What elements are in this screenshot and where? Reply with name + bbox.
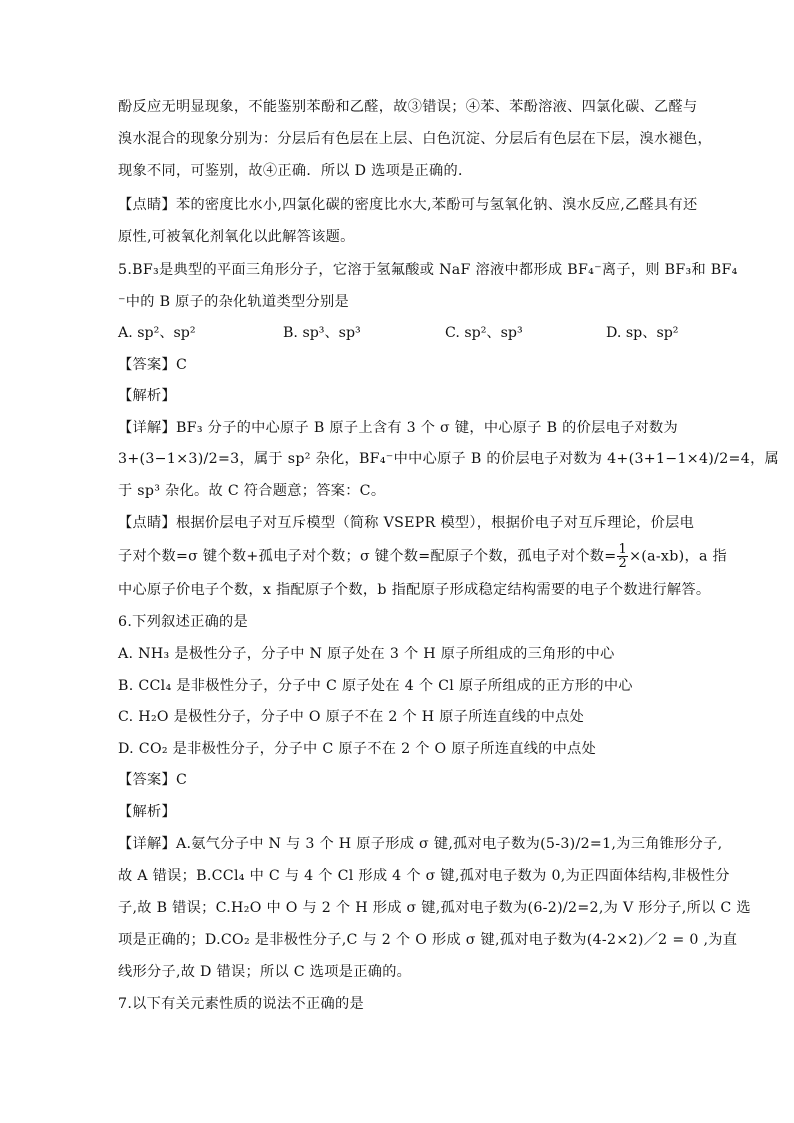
text-line: 线形分子,故 D 错误；所以 C 选项是正确的。: [118, 964, 412, 980]
text-line: 酚反应无明显现象，不能鉴别苯酚和乙醛，故③错误；④苯、苯酚溶液、四氯化碳、乙醛与: [118, 99, 698, 115]
option-c: C. sp²、sp³: [445, 325, 523, 341]
question-5-stem: 5.BF₃是典型的平面三角形分子，它溶于氢氟酸或 NaF 溶液中都形成 BF₄⁻离子，则 BF₃和 BF₄: [118, 262, 738, 278]
text-line: 【点睛】根据价层电子对互斥模型（简称 VSEPR 模型），根据价电子对互斥理论，价层电: [118, 515, 695, 531]
text-line: 【详解】A.氨气分子中 N 与 3 个 H 原子形成 σ 键,孤对电子数为(5-3)/2=1,为三角锥形分子,: [118, 836, 723, 852]
answer-label: 【答案】C: [118, 772, 188, 788]
answer-label: 【答案】C: [118, 357, 188, 373]
formula-text-before: 子对个数=σ 键个数+孤电子对个数；σ 键个数=配原子个数，孤电子对个数=: [118, 548, 617, 565]
text-line: 原性,可被氧化剂氧化以此解答该题。: [118, 229, 355, 245]
analysis-label: 【解析】: [118, 388, 176, 404]
text-line: 溴水混合的现象分别为：分层后有色层在上层、白色沉淀、分层后有色层在下层，溴水褪色，: [118, 131, 712, 147]
formula-line: [118, 542, 727, 571]
option-d: D. CO₂ 是非极性分子，分子中 C 原子不在 2 个 O 原子所连直线的中点处: [118, 741, 597, 757]
fraction-denominator: 2: [618, 556, 628, 571]
question-6-stem: 6.下列叙述正确的是: [118, 614, 249, 630]
text-line: 故 A 错误；B.CCl₄ 中 C 与 4 个 Cl 形成 4 个 σ 键,孤对电子数为 0,为正四面体结构,非极性分: [118, 868, 730, 884]
analysis-label: 【解析】: [118, 804, 176, 820]
option-b: B. sp³、sp³: [283, 325, 361, 341]
text-line: 项是正确的；D.CO₂ 是非极性分子,C 与 2 个 O 形成 σ 键,孤对电子数为(4-2×2)／2 = 0 ,为直: [118, 932, 738, 948]
option-a: A. NH₃ 是极性分子，分子中 N 原子处在 3 个 H 原子所组成的三角形的中心: [118, 646, 615, 662]
formula-text-after: ×(a-xb)，a 指: [629, 548, 727, 565]
text-line: 【点睛】苯的密度比水小,四氯化碳的密度比水大,苯酚可与氢氧化钠、溴水反应,乙醛具有还: [118, 197, 698, 213]
text-line: 于 sp³ 杂化。故 C 符合题意；答案：C。: [118, 483, 386, 499]
text-line: 3+(3−1×3)/2=3，属于 sp² 杂化，BF₄⁻中中心原子 B 的价层电子对数为 4+(3+1−1×4)/2=4，属: [118, 451, 780, 467]
fraction-numerator: 1: [618, 542, 628, 557]
question-5-stem-cont: ⁻中的 B 原子的杂化轨道类型分别是: [118, 294, 349, 310]
option-d: D. sp、sp²: [606, 325, 679, 341]
text-line: 现象不同，可鉴别，故④正确．所以 D 选项是正确的．: [118, 163, 473, 179]
option-a: A. sp²、sp²: [118, 325, 196, 341]
text-line: 中心原子价电子个数，x 指配原子个数，b 指配原子形成稳定结构需要的电子个数进行解答。: [118, 582, 711, 598]
text-line: 【详解】BF₃ 分子的中心原子 B 原子上含有 3 个 σ 键，中心原子 B 的价层电子对数为: [118, 420, 679, 436]
fraction: [617, 543, 628, 570]
option-b: B. CCl₄ 是非极性分子，分子中 C 原子处在 4 个 Cl 原子所组成的正方形的中心: [118, 678, 633, 694]
option-c: C. H₂O 是极性分子，分子中 O 原子不在 2 个 H 原子所连直线的中点处: [118, 709, 585, 725]
question-7-stem: 7.以下有关元素性质的说法不正确的是: [118, 996, 364, 1012]
text-line: 子,故 B 错误；C.H₂O 中 O 与 2 个 H 形成 σ 键,孤对电子数为(6-2)/2=2,为 V 形分子,所以 C 选: [118, 900, 751, 916]
